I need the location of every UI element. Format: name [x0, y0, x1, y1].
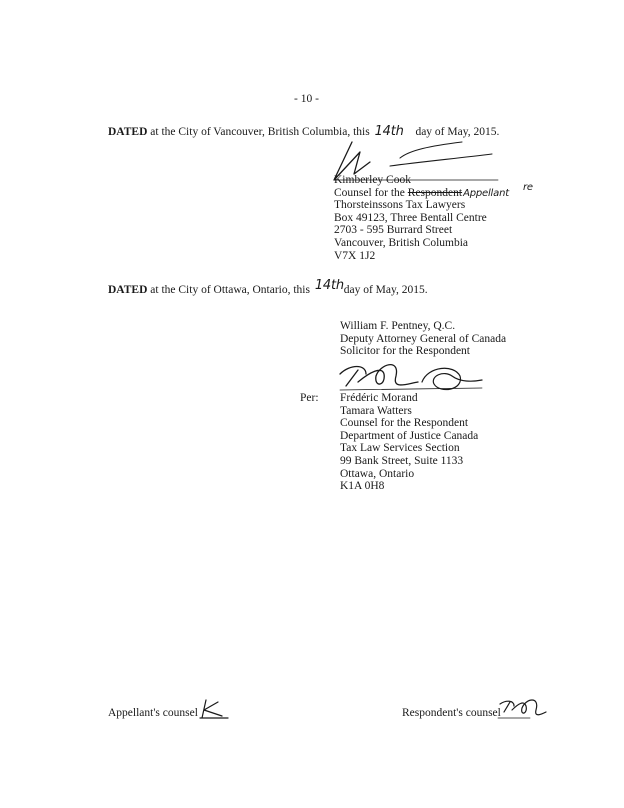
- appellant-address-line: Thorsteinssons Tax Lawyers: [334, 199, 466, 212]
- first-dated-line: DATED at the City of Vancouver, British Columbia, this 14th day of May, 2015.: [108, 124, 500, 139]
- respondent-counsel-line: Department of Justice Canada: [340, 429, 479, 442]
- respondent-header-block: [340, 321, 506, 359]
- respondent-initials: [496, 694, 548, 722]
- appellant-address-line: Vancouver, British Columbia: [334, 236, 469, 249]
- respondent-header-line: William F. Pentney, Q.C.: [340, 320, 456, 332]
- dated-text-after: day of May, 2015.: [412, 126, 500, 138]
- per-label: Per:: [300, 392, 319, 404]
- appellant-address-line: V7X 1J2: [334, 249, 376, 262]
- appellant-counsel-role: Counsel for the RespondentAppellantre: [334, 181, 533, 199]
- dated-text-after: day of May, 2015.: [340, 284, 428, 296]
- appellant-address-line: Box 49123, Three Bentall Centre: [334, 211, 487, 224]
- appellant-initials: [196, 696, 230, 722]
- respondent-counsel-line: 99 Bank Street, Suite 1133: [340, 454, 464, 467]
- respondent-header-line: Deputy Attorney General of Canada: [340, 332, 507, 345]
- respondent-counsel-line: Tamara Watters: [340, 404, 412, 417]
- respondent-counsel-line: Tax Law Services Section: [340, 442, 460, 455]
- respondent-counsel-block: [340, 393, 478, 494]
- dated-text-before: at the City of Ottawa, Ontario, this: [147, 284, 313, 296]
- handwritten-role: Appellant: [463, 187, 509, 199]
- struck-role: Respondent: [407, 186, 463, 199]
- appellant-counsel-block: [334, 175, 533, 263]
- respondent-header-line: Solicitor for the Respondent: [340, 345, 470, 358]
- page-number: - 10 -: [294, 93, 319, 105]
- respondent-counsel-line: Frédéric Morand: [340, 392, 418, 404]
- respondent-counsel-line: Counsel for the Respondent: [340, 417, 469, 430]
- dated-label: DATED: [108, 284, 148, 296]
- margin-note: re: [522, 181, 533, 193]
- dated-text-before: at the City of Vancouver, British Columbia, this: [147, 126, 373, 138]
- respondent-counsel-line: K1A 0H8: [340, 480, 385, 493]
- appellant-initials-label: Appellant's counsel: [108, 707, 198, 719]
- appellant-address-line: 2703 - 595 Burrard Street: [334, 224, 453, 237]
- respondent-initials-label: Respondent's counsel: [402, 707, 501, 719]
- appellant-counsel-name: Kimberley Cook: [334, 174, 411, 186]
- dated-label: DATED: [108, 126, 148, 138]
- second-dated-line: DATED at the City of Ottawa, Ontario, this 14th day of May, 2015.: [108, 278, 428, 296]
- respondent-counsel-line: Ottawa, Ontario: [340, 467, 415, 480]
